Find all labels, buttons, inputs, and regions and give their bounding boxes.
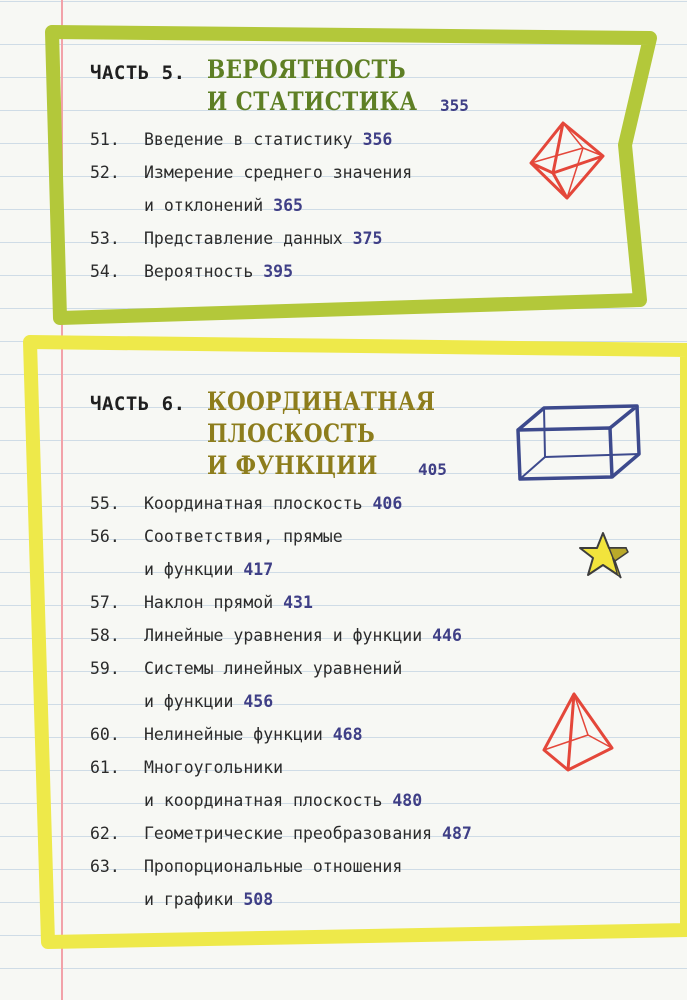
part5-label: ЧАСТЬ 5. bbox=[90, 62, 186, 84]
entry-title: Наклон прямой bbox=[144, 593, 274, 612]
entry-title: Вероятность bbox=[144, 262, 254, 281]
entry-title: Пропорциональные отношения bbox=[144, 857, 403, 876]
entry-page: 468 bbox=[332, 725, 363, 744]
entry-title-cont: и функции bbox=[144, 560, 234, 579]
entry-page: 446 bbox=[432, 626, 462, 645]
part5-title-line1: ВЕРОЯТНОСТЬ bbox=[207, 55, 407, 84]
entry-page: 365 bbox=[273, 196, 303, 215]
toc-entry-56[interactable] bbox=[90, 520, 343, 586]
entry-title: Измерение среднего значения bbox=[144, 163, 413, 182]
entry-number: 52. bbox=[90, 163, 120, 182]
entry-title: Соответствия, прямые bbox=[144, 527, 343, 546]
entry-number: 54. bbox=[90, 262, 120, 281]
toc-entry-52[interactable] bbox=[90, 156, 412, 222]
entry-number: 58. bbox=[90, 626, 120, 645]
part6-title-line1: КООРДИНАТНАЯ bbox=[207, 387, 436, 416]
entry-page: 417 bbox=[243, 560, 274, 579]
entry-title: Многоугольники bbox=[144, 758, 284, 777]
entry-number: 53. bbox=[90, 229, 120, 248]
toc-entry-53[interactable] bbox=[90, 222, 382, 255]
part6-title-line3: И ФУНКЦИИ bbox=[207, 451, 378, 480]
entry-title: Геометрические преобразования bbox=[144, 824, 433, 843]
entry-page: 508 bbox=[243, 890, 274, 909]
entry-title: Представление данных bbox=[144, 229, 343, 248]
entry-number: 57. bbox=[90, 593, 120, 612]
part5-title-line2: И СТАТИСТИКА bbox=[207, 87, 418, 116]
entry-page: 431 bbox=[283, 593, 313, 612]
star-icon bbox=[578, 530, 633, 580]
entry-page: 487 bbox=[442, 824, 472, 843]
entry-number: 60. bbox=[90, 725, 120, 744]
entry-title-cont: и графики bbox=[144, 890, 234, 909]
entry-number: 51. bbox=[90, 130, 120, 149]
toc-entry-54[interactable] bbox=[90, 255, 293, 288]
entry-title: Системы линейных уравнений bbox=[144, 659, 403, 678]
part6-title-line2: ПЛОСКОСТЬ bbox=[207, 419, 376, 448]
toc-entry-63[interactable] bbox=[90, 850, 402, 916]
entry-title-cont: и функции bbox=[144, 692, 234, 711]
entry-number: 63. bbox=[90, 857, 120, 876]
part6-page-number: 405 bbox=[418, 460, 447, 479]
entry-number: 61. bbox=[90, 758, 120, 777]
entry-number: 62. bbox=[90, 824, 120, 843]
entry-title-cont: и отклонений bbox=[144, 196, 264, 215]
entry-title: Нелинейные функции bbox=[144, 725, 323, 744]
entry-page: 356 bbox=[362, 130, 393, 149]
toc-entry-62[interactable] bbox=[90, 817, 472, 850]
entry-page: 480 bbox=[392, 791, 423, 810]
cube-icon bbox=[512, 402, 647, 482]
entry-page: 375 bbox=[352, 229, 383, 248]
toc-entry-58[interactable] bbox=[90, 619, 462, 652]
toc-entry-60[interactable] bbox=[90, 718, 363, 751]
entry-page: 406 bbox=[372, 494, 403, 513]
toc-entry-55[interactable] bbox=[90, 487, 402, 520]
entry-page: 456 bbox=[243, 692, 274, 711]
entry-number: 55. bbox=[90, 494, 120, 513]
toc-entry-57[interactable] bbox=[90, 586, 313, 619]
entry-page: 395 bbox=[263, 262, 294, 281]
toc-entry-61[interactable] bbox=[90, 751, 422, 817]
entry-title: Введение в статистику bbox=[144, 130, 353, 149]
part6-label: ЧАСТЬ 6. bbox=[90, 393, 186, 415]
pyramid-icon bbox=[538, 690, 618, 775]
octahedron-icon bbox=[525, 118, 610, 203]
entry-number: 59. bbox=[90, 659, 120, 678]
toc-entry-59[interactable] bbox=[90, 652, 402, 718]
entry-title-cont: и координатная плоскость bbox=[144, 791, 383, 810]
entry-title: Координатная плоскость bbox=[144, 494, 363, 513]
entry-title: Линейные уравнения и функции bbox=[144, 626, 423, 645]
entry-number: 56. bbox=[90, 527, 120, 546]
toc-entry-51[interactable] bbox=[90, 123, 392, 156]
part5-page-number: 355 bbox=[440, 96, 469, 115]
